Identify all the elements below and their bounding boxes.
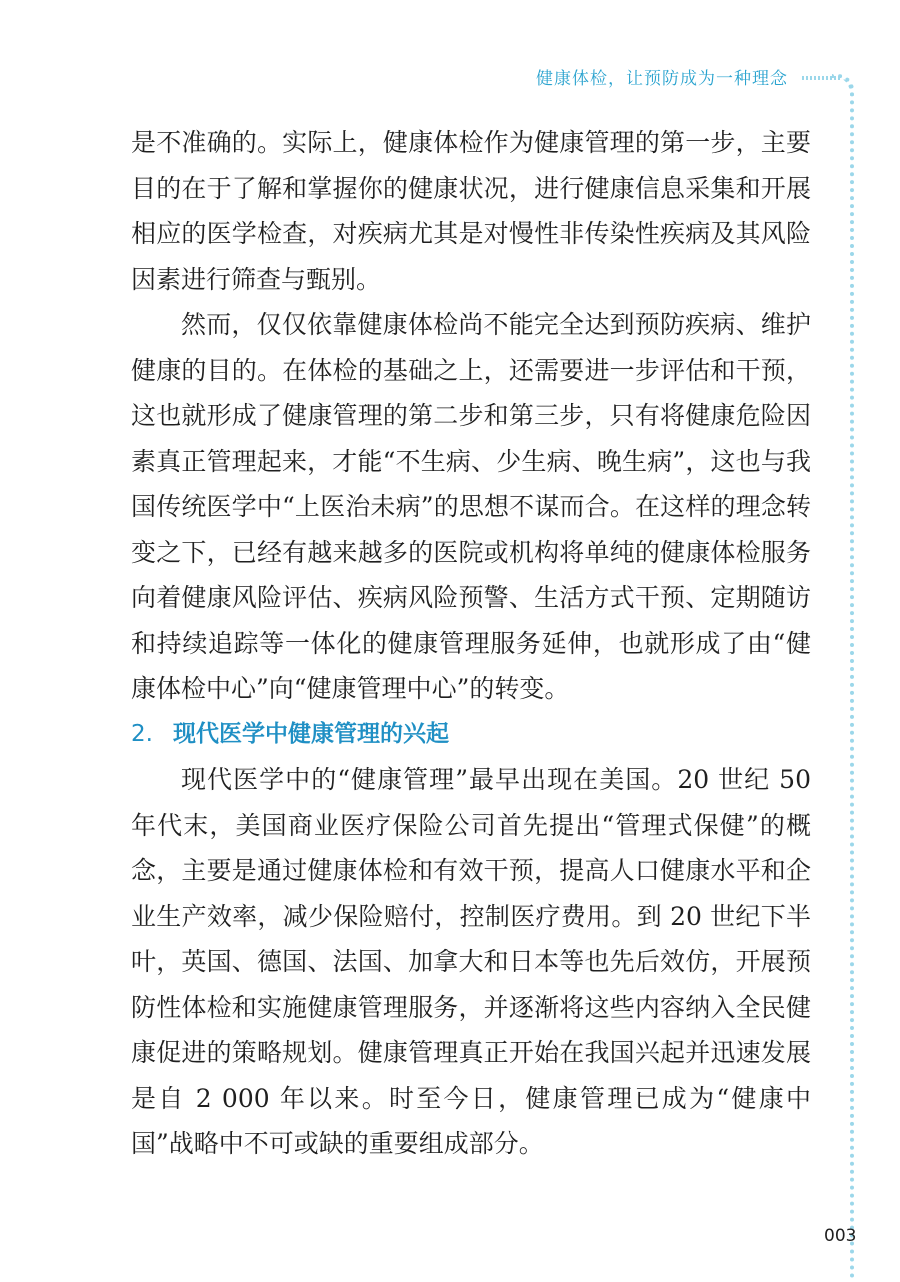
paragraph-health-management-steps: 然而，仅仅依靠健康体检尚不能完全达到预防疾病、维护健康的目的。在体检的基础之上，还需要进一步评估和干预，这也就形成了健康管理的第二步和第三步，只有将健康危险因素真正管理起来，才能“不生病、少生病、晚生病”，这也与我国传统医学中“上医治未病”的思想不谋而合。在这样的理念转变之下，已经有越来越多的医院或机构将单纯的健康体检服务向着健康风险评估、疾病风险预警、生活方式干预、定期随访和持续追踪等一体化的健康管理服务延伸，也就形成了由“健康体检中心”向“健康管理中心”的转变。	[131, 310, 811, 703]
paragraph-continued: 是不准确的。实际上，健康体检作为健康管理的第一步，主要目的在于了解和掌握你的健康状况，进行健康信息采集和开展相应的医学检查，对疾病尤其是对慢性非传染性疾病及其风险因素进行筛查与甄别。	[131, 128, 811, 294]
section-number: 2.	[131, 720, 153, 747]
section-heading	[131, 712, 811, 758]
paragraph-modern-health-management: 现代医学中的“健康管理”最早出现在美国。20 世纪 50 年代末，美国商业医疗保险公司首先提出“管理式保健”的概念，主要是通过健康体检和有效干预，提高人口健康水平和企业生产效率，减少保险赔付，控制医疗费用。到 20 世纪下半叶，英国、德国、法国、加拿大和日本等也先后效仿，开展预防性体检和实施健康管理服务，并逐渐将这些内容纳入全民健康促进的策略规划。健康管理真正开始在我国兴起并迅速发展是自 2 000 年以来。时至今日，健康管理已成为“健康中国”战略中不可或缺的重要组成部分。	[131, 765, 811, 1158]
section-title: 现代医学中健康管理的兴起	[173, 720, 449, 747]
page-edge-decoration	[838, 78, 854, 1278]
page-body	[131, 120, 811, 1167]
running-header: 健康体检，让预防成为一种理念	[536, 69, 788, 89]
page-number: 003	[824, 1226, 857, 1246]
